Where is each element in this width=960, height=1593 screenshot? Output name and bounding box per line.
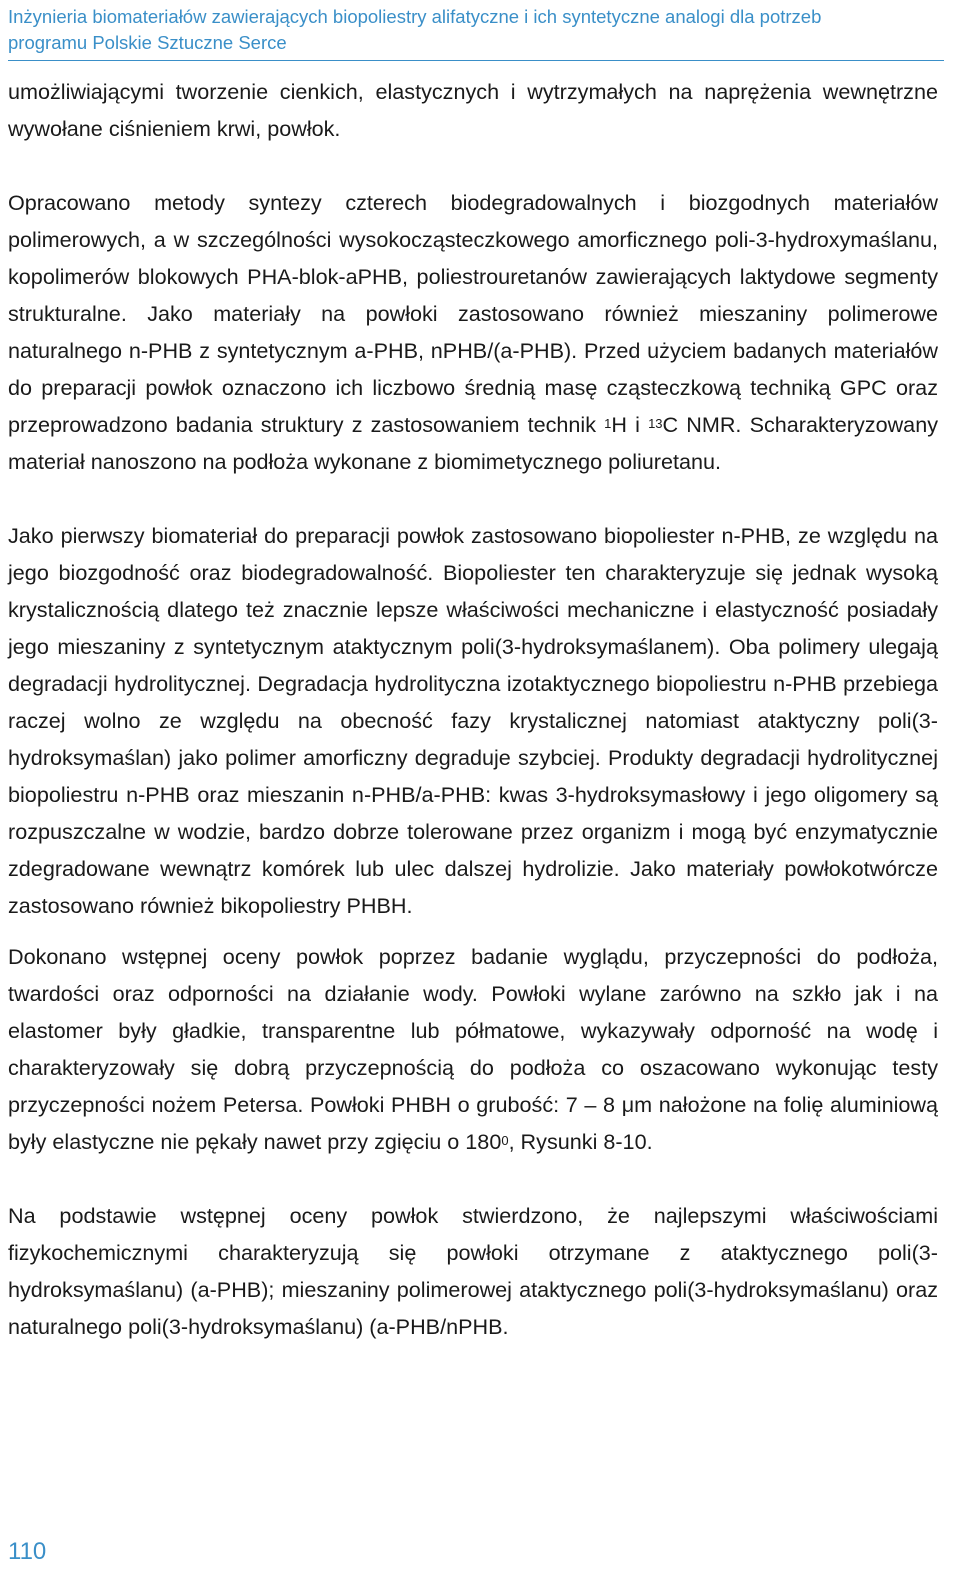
paragraph-conclusion: Na podstawie wstępnej oceny powłok stwierdzono, że najlepszymi właściwościami fizykochemicznymi charakteryzują się powłoki otrzymane z ataktycznego poli(3-hydroksymaślanu) (a-PHB); mieszaniny polimerowej ataktycznego poli(3-hydroksymaślanu) oraz naturalnego poli(3-hydroksymaślanu) (a-PHB/nPHB.: [8, 1203, 938, 1339]
running-header: [8, 4, 944, 61]
superscript-1: 1: [604, 416, 612, 431]
header-title-line-1: Inżynieria biomateriałów zawierających biopoliestry alifatyczne i ich syntetyczne analogi dla potrzeb: [8, 6, 822, 27]
paragraph-methods: [8, 184, 938, 480]
paragraph-continuation: umożliwiającymi tworzenie cienkich, elastycznych i wytrzymałych na naprężenia wewnętrzne wywołane ciśnieniem krwi, powłok.: [8, 79, 938, 141]
superscript-degree: 0: [501, 1133, 509, 1148]
body-text: [8, 73, 938, 1345]
paragraph-coating-text: Dokonano wstępnej oceny powłok poprzez badanie wyglądu, przyczepności do podłoża, twardości oraz odporności na działanie wody. Powłoki wylane zarówno na szkło jak i na elastomer były gładkie, transparentne lub półmatowe, wykazywały odporność na wodę i charakteryzowały się dobrą przyczepnością do podłoża co oszacowano wykonując testy przyczepności nożem Petersa. Powłoki PHBH o grubość: 7 – 8 μm nałożone na folię aluminiową były elastyczne nie pękały nawet przy zgięciu o 180: [8, 944, 938, 1154]
header-title-line-2: programu Polskie Sztuczne Serce: [8, 32, 287, 53]
nmr-h-label: H i: [611, 412, 640, 437]
paragraph-methods-tail: C NMR. Scharakteryzowany materiał nanoszono na podłoża wykonane z biomimetycznego poliuretanu.: [8, 412, 938, 474]
page-number: 110: [8, 1538, 47, 1565]
paragraph-coating-tail: , Rysunki 8-10.: [508, 1129, 653, 1154]
paragraph-methods-text: Opracowano metody syntezy czterech biodegradowalnych i biozgodnych materiałów polimerowych, a w szczególności wysokocząsteczkowego amorficznego poli-3-hydroxymaślanu, kopolimerów blokowych PHA-blok-aPHB, poliestrouretanów zawierających laktydowe segmenty strukturalne. Jako materiały na powłoki zastosowano również mieszaniny polimerowe naturalnego n-PHB z syntetycznym a-PHB, nPHB/(a-PHB). Przed użyciem badanych materiałów do preparacji powłok oznaczono ich liczbowo średnią masę cząsteczkową techniką GPC oraz przeprowadzono badania struktury z zastosowaniem technik: [8, 190, 938, 437]
superscript-13: 13: [648, 416, 663, 431]
paragraph-biomaterial: Jako pierwszy biomateriał do preparacji powłok zastosowano biopoliester n-PHB, ze względu na jego biozgodność oraz biodegradowalność. Biopoliester ten charakteryzuje się jednak wysoką krystalicznością dlatego też znacznie lepsze właściwości mechaniczne i elastyczność posiadały jego mieszaniny z syntetycznym ataktycznym poli(3-hydroksymaślanem). Oba polimery ulegają degradacji hydrolitycznej. Degradacja hydrolityczna izotaktycznego biopoliestru n-PHB przebiega raczej wolno ze względu na obecność fazy krystalicznej natomiast ataktyczny poli(3-hydroksymaślan) jako polimer amorficzny degraduje szybciej. Produkty degradacji hydrolitycznej biopoliestru n-PHB oraz mieszanin n-PHB/a-PHB: kwas 3-hydroksymasłowy i jego oligomery są rozpuszczalne w wodzie, bardzo dobrze tolerowane przez organizm i mogą być enzymatycznie zdegradowane wewnątrz komórek lub ulec dalszej hydrolizie. Jako materiały powłokotwórcze zastosowano również bikopoliestry PHBH.: [8, 523, 938, 918]
paragraph-coating-evaluation: [8, 938, 938, 1160]
